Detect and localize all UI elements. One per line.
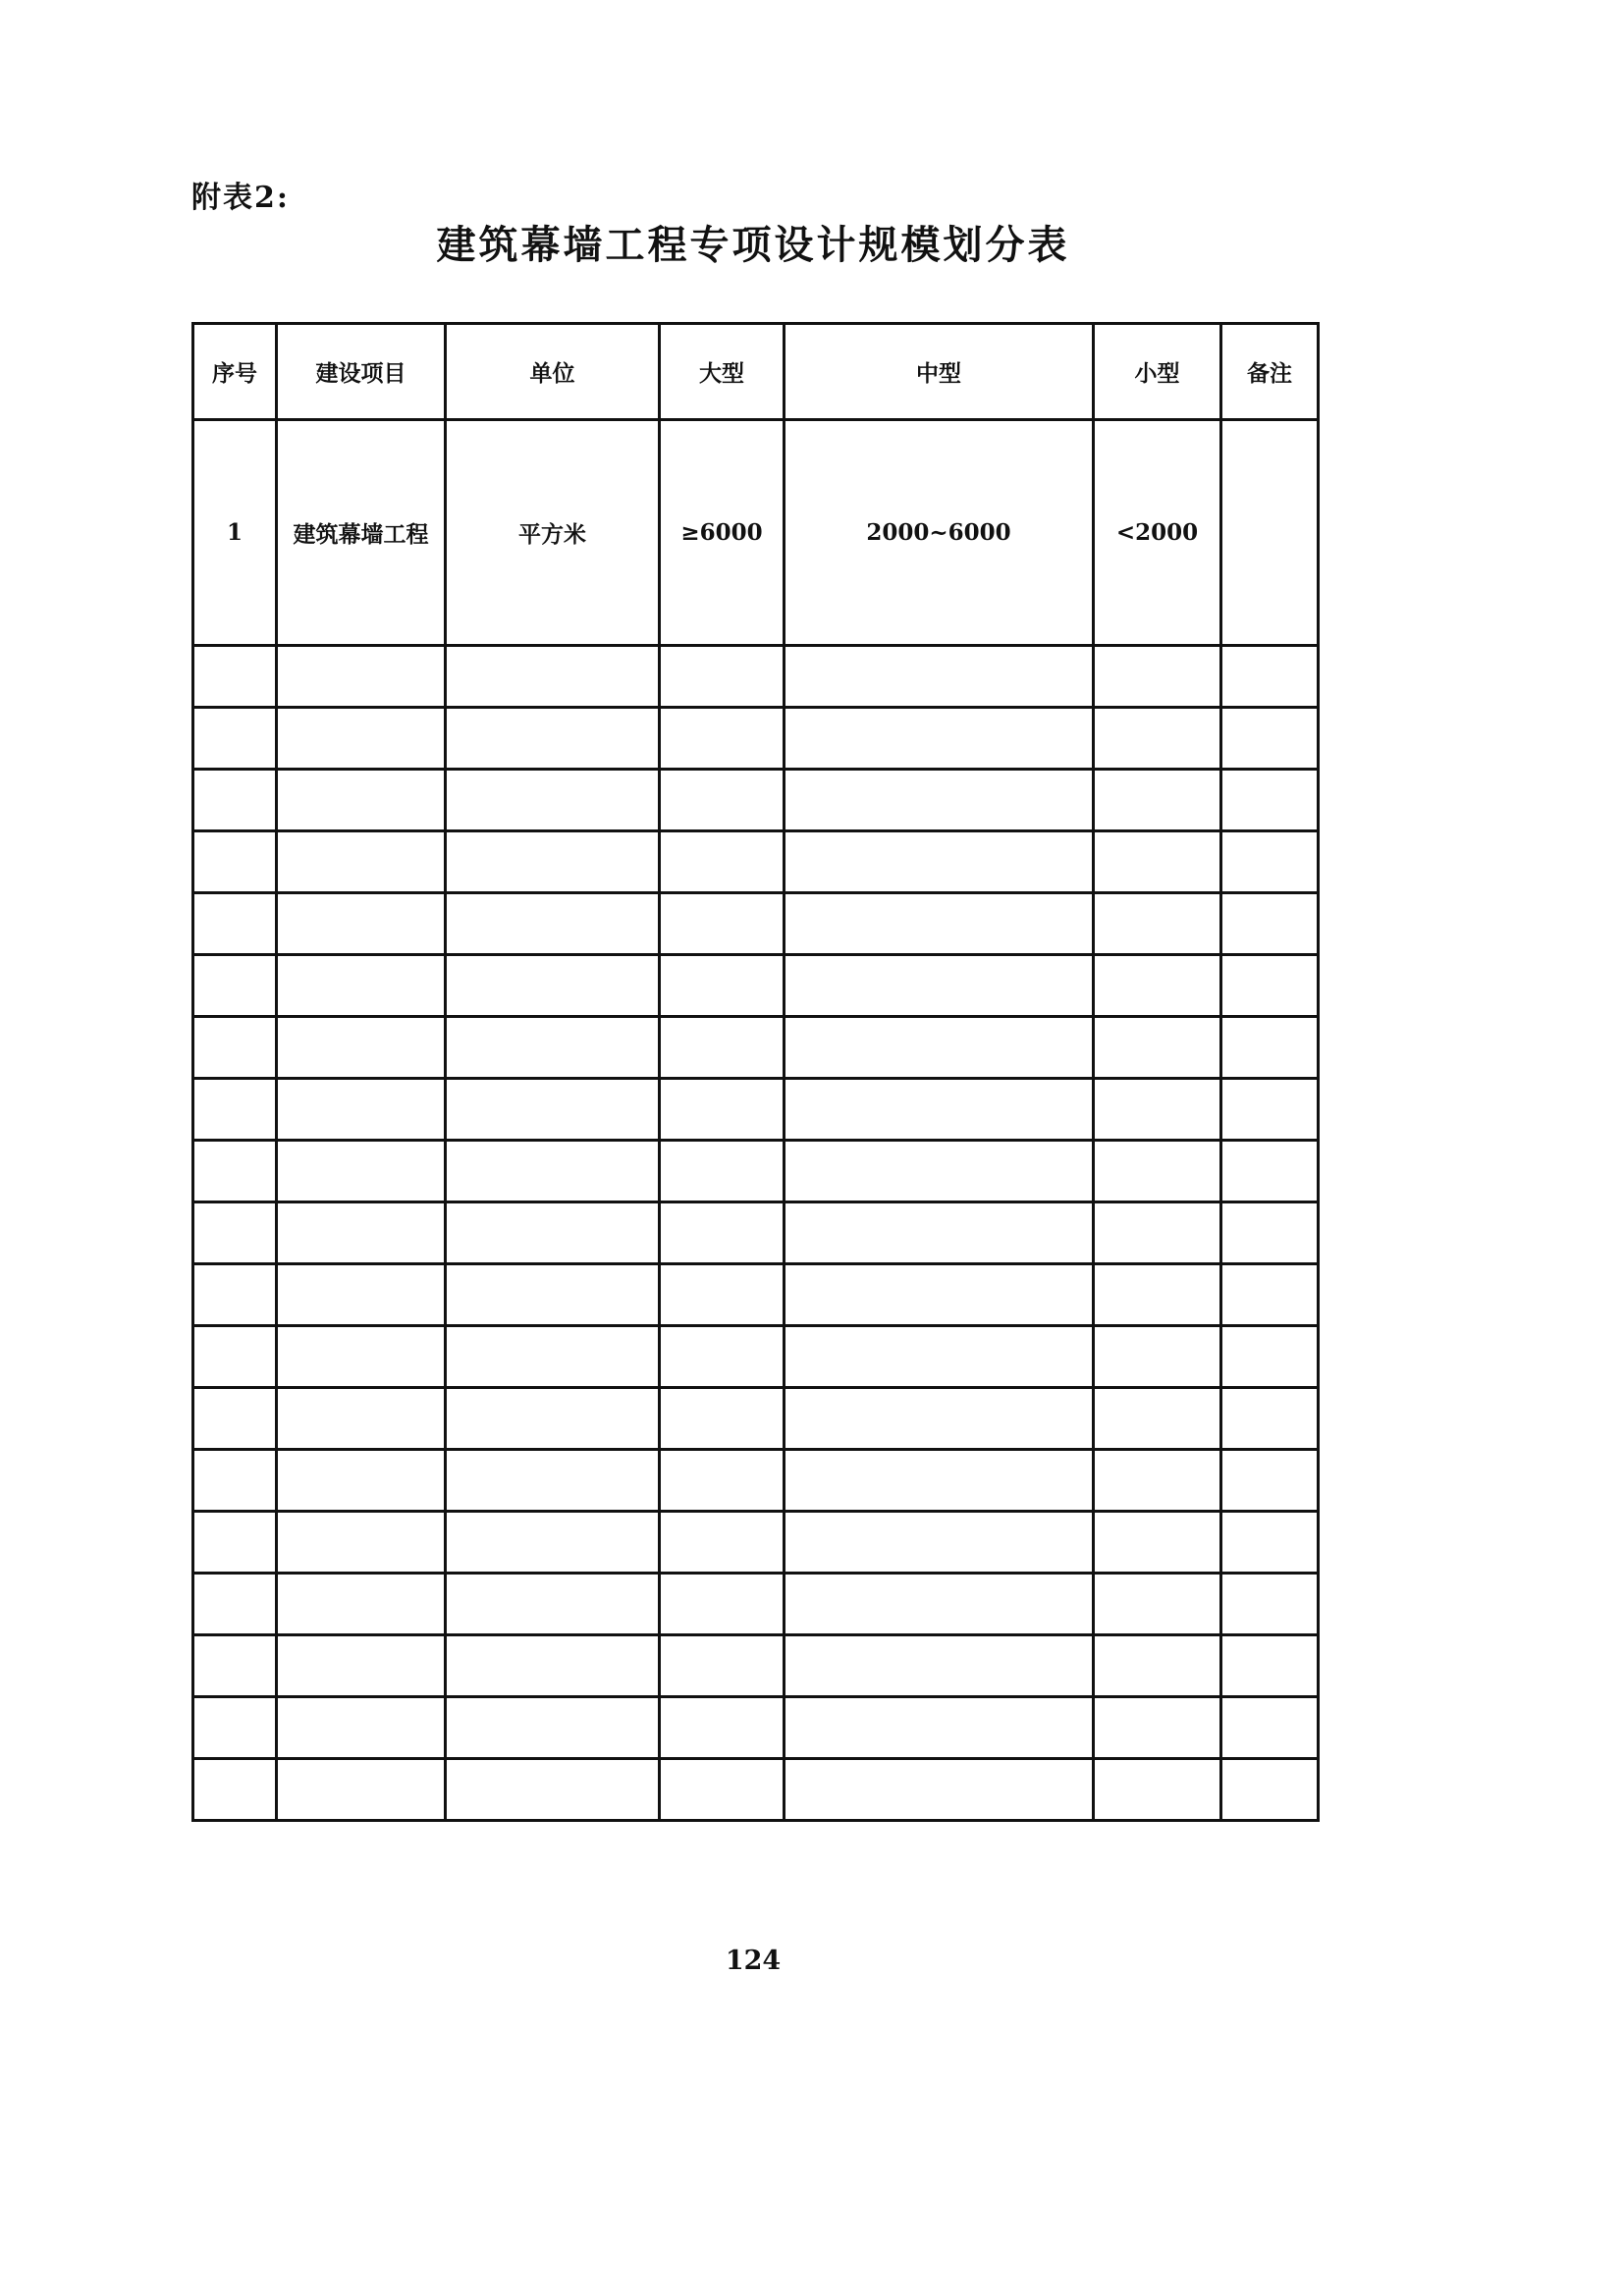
- empty-cell: [277, 893, 446, 955]
- empty-cell: [660, 1512, 785, 1574]
- header-serial-number: 序号: [193, 324, 277, 420]
- empty-cell: [193, 1079, 277, 1141]
- page-number: 124: [725, 1946, 782, 1976]
- empty-cell: [785, 1202, 1094, 1264]
- empty-cell: [193, 1759, 277, 1821]
- empty-cell: [660, 708, 785, 770]
- empty-cell: [277, 831, 446, 893]
- empty-cell: [1094, 831, 1221, 893]
- empty-cell: [193, 1450, 277, 1512]
- empty-cell: [446, 1141, 660, 1202]
- empty-cell: [277, 1512, 446, 1574]
- header-large: 大型: [660, 324, 785, 420]
- empty-cell: [446, 1574, 660, 1635]
- empty-cell: [446, 1450, 660, 1512]
- empty-cell: [193, 831, 277, 893]
- empty-cell: [277, 1759, 446, 1821]
- empty-cell: [193, 1512, 277, 1574]
- empty-cell: [785, 831, 1094, 893]
- empty-cell: [446, 770, 660, 831]
- cell-medium: 2000~6000: [785, 420, 1094, 646]
- empty-cell: [660, 1264, 785, 1326]
- cell-large: ≥6000: [660, 420, 785, 646]
- header-remarks: 备注: [1221, 324, 1319, 420]
- empty-cell: [1221, 1202, 1319, 1264]
- empty-cell: [660, 1202, 785, 1264]
- empty-cell: [1221, 1697, 1319, 1759]
- empty-cell: [785, 1388, 1094, 1450]
- empty-cell: [1221, 1635, 1319, 1697]
- empty-cell: [277, 1141, 446, 1202]
- empty-cell: [1094, 646, 1221, 708]
- empty-cell: [660, 1450, 785, 1512]
- empty-cell: [193, 1697, 277, 1759]
- empty-cell: [1221, 770, 1319, 831]
- empty-cell: [660, 893, 785, 955]
- empty-cell: [446, 893, 660, 955]
- empty-cell: [193, 1635, 277, 1697]
- empty-cell: [1221, 1326, 1319, 1388]
- empty-cell: [193, 1388, 277, 1450]
- empty-cell: [1221, 831, 1319, 893]
- empty-table-row: [193, 1141, 1319, 1202]
- empty-cell: [1094, 1512, 1221, 1574]
- empty-table-row: [193, 708, 1319, 770]
- empty-cell: [277, 1574, 446, 1635]
- empty-cell: [1094, 708, 1221, 770]
- empty-cell: [660, 1574, 785, 1635]
- empty-cell: [1221, 1388, 1319, 1450]
- empty-table-row: [193, 1079, 1319, 1141]
- empty-cell: [446, 1079, 660, 1141]
- empty-cell: [785, 893, 1094, 955]
- empty-cell: [1094, 770, 1221, 831]
- empty-cell: [193, 1141, 277, 1202]
- empty-cell: [1094, 893, 1221, 955]
- empty-cell: [785, 1326, 1094, 1388]
- appendix-label: 附表2:: [191, 181, 290, 215]
- empty-cell: [785, 955, 1094, 1017]
- empty-cell: [193, 1017, 277, 1079]
- empty-table-row: [193, 1635, 1319, 1697]
- empty-cell: [1221, 1017, 1319, 1079]
- empty-cell: [660, 1079, 785, 1141]
- empty-cell: [785, 1450, 1094, 1512]
- empty-cell: [1094, 1388, 1221, 1450]
- empty-cell: [1094, 1264, 1221, 1326]
- empty-cell: [277, 1450, 446, 1512]
- empty-cell: [1221, 955, 1319, 1017]
- cell-remarks: [1221, 420, 1319, 646]
- empty-cell: [1221, 1574, 1319, 1635]
- empty-cell: [785, 1264, 1094, 1326]
- empty-table-row: [193, 1450, 1319, 1512]
- empty-table-row: [193, 1574, 1319, 1635]
- empty-cell: [660, 955, 785, 1017]
- empty-cell: [277, 1017, 446, 1079]
- empty-table-row: [193, 1202, 1319, 1264]
- empty-table-row: [193, 1264, 1319, 1326]
- empty-cell: [785, 1635, 1094, 1697]
- empty-cell: [446, 1512, 660, 1574]
- empty-cell: [277, 708, 446, 770]
- empty-cell: [660, 1697, 785, 1759]
- empty-cell: [193, 1574, 277, 1635]
- empty-cell: [660, 1388, 785, 1450]
- empty-cell: [660, 831, 785, 893]
- empty-cell: [1221, 1141, 1319, 1202]
- empty-cell: [1094, 955, 1221, 1017]
- empty-cell: [1094, 1697, 1221, 1759]
- empty-cell: [1094, 1202, 1221, 1264]
- empty-cell: [785, 1512, 1094, 1574]
- empty-cell: [785, 1141, 1094, 1202]
- empty-cell: [446, 1697, 660, 1759]
- empty-cell: [1094, 1326, 1221, 1388]
- empty-cell: [785, 770, 1094, 831]
- empty-cell: [1221, 1759, 1319, 1821]
- empty-table-row: [193, 770, 1319, 831]
- empty-table-row: [193, 1697, 1319, 1759]
- cell-small: <2000: [1094, 420, 1221, 646]
- table-header-row: [193, 324, 1319, 420]
- empty-cell: [660, 770, 785, 831]
- empty-cell: [193, 955, 277, 1017]
- empty-cell: [277, 1388, 446, 1450]
- empty-cell: [1094, 1450, 1221, 1512]
- header-unit: 单位: [446, 324, 660, 420]
- empty-cell: [446, 1017, 660, 1079]
- empty-cell: [446, 831, 660, 893]
- empty-cell: [1221, 1450, 1319, 1512]
- empty-cell: [785, 646, 1094, 708]
- empty-cell: [785, 1574, 1094, 1635]
- cell-unit: 平方米: [446, 420, 660, 646]
- empty-cell: [785, 1697, 1094, 1759]
- empty-cell: [446, 646, 660, 708]
- empty-table-row: [193, 955, 1319, 1017]
- empty-cell: [446, 955, 660, 1017]
- empty-table-row: [193, 1388, 1319, 1450]
- empty-cell: [277, 1635, 446, 1697]
- empty-cell: [277, 1079, 446, 1141]
- empty-cell: [1221, 893, 1319, 955]
- empty-table-row: [193, 1759, 1319, 1821]
- empty-table-row: [193, 646, 1319, 708]
- empty-table-row: [193, 1326, 1319, 1388]
- empty-cell: [660, 1326, 785, 1388]
- empty-cell: [1094, 1141, 1221, 1202]
- empty-cell: [446, 1326, 660, 1388]
- empty-cell: [193, 1264, 277, 1326]
- empty-cell: [277, 1202, 446, 1264]
- empty-cell: [785, 708, 1094, 770]
- table-row: [193, 420, 1319, 646]
- empty-cell: [446, 708, 660, 770]
- empty-cell: [193, 893, 277, 955]
- empty-cell: [660, 646, 785, 708]
- header-medium: 中型: [785, 324, 1094, 420]
- empty-cell: [785, 1079, 1094, 1141]
- empty-cell: [446, 1202, 660, 1264]
- empty-cell: [785, 1017, 1094, 1079]
- empty-cell: [660, 1017, 785, 1079]
- empty-cell: [1094, 1017, 1221, 1079]
- empty-cell: [193, 770, 277, 831]
- empty-cell: [277, 770, 446, 831]
- empty-cell: [1221, 708, 1319, 770]
- empty-cell: [1221, 1264, 1319, 1326]
- empty-table-row: [193, 831, 1319, 893]
- empty-cell: [1094, 1759, 1221, 1821]
- empty-cell: [446, 1264, 660, 1326]
- empty-cell: [660, 1635, 785, 1697]
- empty-cell: [446, 1759, 660, 1821]
- empty-cell: [785, 1759, 1094, 1821]
- empty-table-row: [193, 1017, 1319, 1079]
- empty-table-row: [193, 893, 1319, 955]
- cell-project: 建筑幕墙工程: [277, 420, 446, 646]
- empty-cell: [1094, 1574, 1221, 1635]
- empty-cell: [193, 646, 277, 708]
- header-small: 小型: [1094, 324, 1221, 420]
- empty-table-row: [193, 1512, 1319, 1574]
- empty-cell: [446, 1388, 660, 1450]
- scale-classification-table: [191, 322, 1320, 1822]
- empty-cell: [277, 1697, 446, 1759]
- empty-cell: [1094, 1635, 1221, 1697]
- empty-cell: [446, 1635, 660, 1697]
- empty-cell: [193, 708, 277, 770]
- empty-cell: [660, 1141, 785, 1202]
- cell-serial-number: 1: [193, 420, 277, 646]
- empty-cell: [277, 1264, 446, 1326]
- document-title: 建筑幕墙工程专项设计规模划分表: [436, 222, 1070, 268]
- empty-cell: [1221, 646, 1319, 708]
- empty-cell: [277, 955, 446, 1017]
- empty-cell: [1094, 1079, 1221, 1141]
- empty-cell: [277, 646, 446, 708]
- empty-cell: [1221, 1512, 1319, 1574]
- empty-cell: [277, 1326, 446, 1388]
- empty-cell: [1221, 1079, 1319, 1141]
- header-project: 建设项目: [277, 324, 446, 420]
- empty-cell: [193, 1202, 277, 1264]
- empty-cell: [193, 1326, 277, 1388]
- empty-cell: [660, 1759, 785, 1821]
